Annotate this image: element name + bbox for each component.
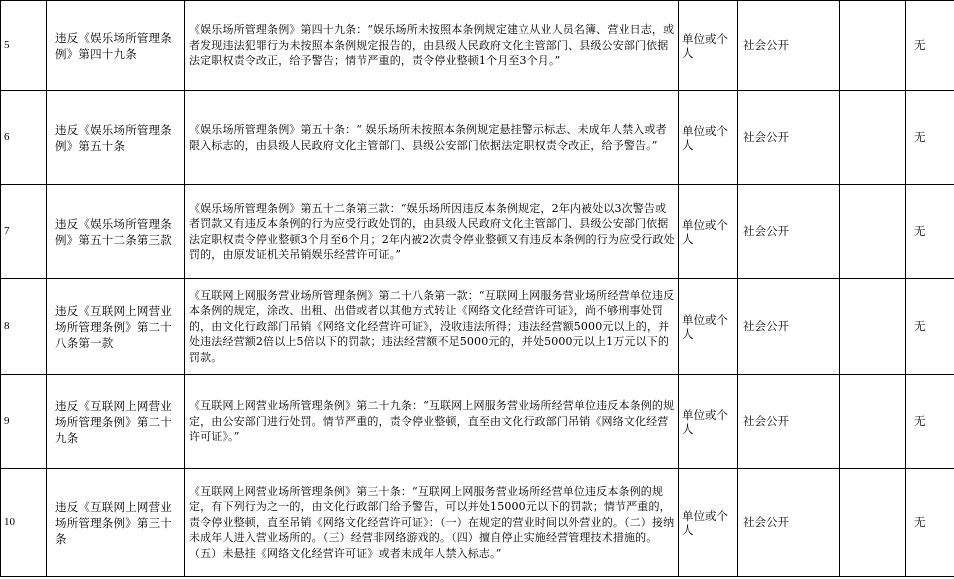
row-number: 8 [1, 279, 47, 375]
table-row [1, 375, 954, 469]
subject-type: 单位或个人 [679, 1, 738, 91]
publicity-scope: 社会公开 [738, 185, 840, 279]
legal-basis: 《娱乐场所管理条例》第五十二条第三款：“娱乐场所因违反本条例规定，2年内被处以3次警告或者罚款又有违反本条例的行为应受行政处罚的，由县级人民政府文化主管部门、县级公安部门依据法定职权责令停业整顿3个月至6个月；2年内被2次责令停业整顿又有违反本条例的行为应受行政处罚的，由原发证机关吊销娱乐经营许可证。” [185, 185, 679, 279]
item-name: 违反《互联网上网营业场所管理条例》第三十条 [47, 469, 185, 577]
table-row [1, 1, 954, 91]
publicity-scope: 社会公开 [738, 279, 840, 375]
relief-value: 无 [906, 279, 954, 375]
row-number: 6 [1, 91, 47, 185]
table-row [1, 185, 954, 279]
publicity-scope: 社会公开 [738, 1, 840, 91]
item-name: 违反《互联网上网营业场所管理条例》第二十九条 [47, 375, 185, 469]
empty-cell [840, 1, 906, 91]
subject-type: 单位或个人 [679, 185, 738, 279]
legal-basis: 《互联网上网服务营业场所管理条例》第二十八条第一款：“互联网上网服务营业场所经营单位违反本条例的规定，涂改、出租、出借或者以其他方式转让《网络文化经营许可证》，尚不够刑事处罚的，由文化行政部门吊销《网络文化经营许可证》，没收违法所得；违法经营额5000元以上的，并处违法经营额2倍以上5倍以下的罚款；违法经营额不足5000元的，并处5000元以上1万元以下的罚款。 [185, 279, 679, 375]
row-number: 9 [1, 375, 47, 469]
publicity-scope: 社会公开 [738, 91, 840, 185]
legal-basis: 《互联网上网营业场所管理条例》第二十九条：“互联网上网服务营业场所经营单位违反本条例的规定，由公安部门进行处罚。情节严重的，责令停业整顿，直至由文化行政部门吊销《网络文化经营许可证》。” [185, 375, 679, 469]
table-row [1, 91, 954, 185]
subject-type: 单位或个人 [679, 279, 738, 375]
relief-value: 无 [906, 1, 954, 91]
legal-basis: 《娱乐场所管理条例》第五十条：“ 娱乐场所未按照本条例规定悬挂警示标志、未成年人禁入或者限入标志的，由县级人民政府文化主管部门、县级公安部门依据法定职权责令改正，给予警告。” [185, 91, 679, 185]
empty-cell [840, 375, 906, 469]
row-number: 10 [1, 469, 47, 577]
row-number: 7 [1, 185, 47, 279]
empty-cell [840, 469, 906, 577]
subject-type: 单位或个人 [679, 91, 738, 185]
subject-type: 单位或个人 [679, 375, 738, 469]
empty-cell [840, 185, 906, 279]
table-row [1, 279, 954, 375]
item-name: 违反《娱乐场所管理条例》第五十二条第三款 [47, 185, 185, 279]
item-name: 违反《娱乐场所管理条例》第五十条 [47, 91, 185, 185]
relief-value: 无 [906, 375, 954, 469]
subject-type: 单位或个人 [679, 469, 738, 577]
relief-value: 无 [906, 91, 954, 185]
publicity-scope: 社会公开 [738, 375, 840, 469]
table-row [1, 469, 954, 577]
item-name: 违反《娱乐场所管理条例》第四十九条 [47, 1, 185, 91]
item-name: 违反《互联网上网营业场所管理条例》第二十八条第一款 [47, 279, 185, 375]
empty-cell [840, 279, 906, 375]
row-number: 5 [1, 1, 47, 91]
relief-value: 无 [906, 469, 954, 577]
legal-basis: 《娱乐场所管理条例》第四十九条：“娱乐场所未按照本条例规定建立从业人员名簿、营业日志，或者发现违法犯罪行为未按照本条例规定报告的，由县级人民政府文化主管部门、县级公安部门依据法定职权责令改正，给予警告；情节严重的，责令停业整顿1个月至3个月。” [185, 1, 679, 91]
publicity-scope: 社会公开 [738, 469, 840, 577]
legal-basis: 《互联网上网营业场所管理条例》第三十条：“互联网上网服务营业场所经营单位违反本条例的规定，有下列行为之一的，由文化行政部门给予警告，可以并处15000元以下的罚款；情节严重的，责令停业整顿，直至吊销《网络文化经营许可证》：（一）在规定的营业时间以外营业的。（二）接纳未成年人进入营业场所的。（三）经营非网络游戏的。（四）擅自停止实施经营管理技术措施的。（五）未悬挂《网络文化经营许可证》或者未成年人禁入标志。” [185, 469, 679, 577]
empty-cell [840, 91, 906, 185]
relief-value: 无 [906, 185, 954, 279]
